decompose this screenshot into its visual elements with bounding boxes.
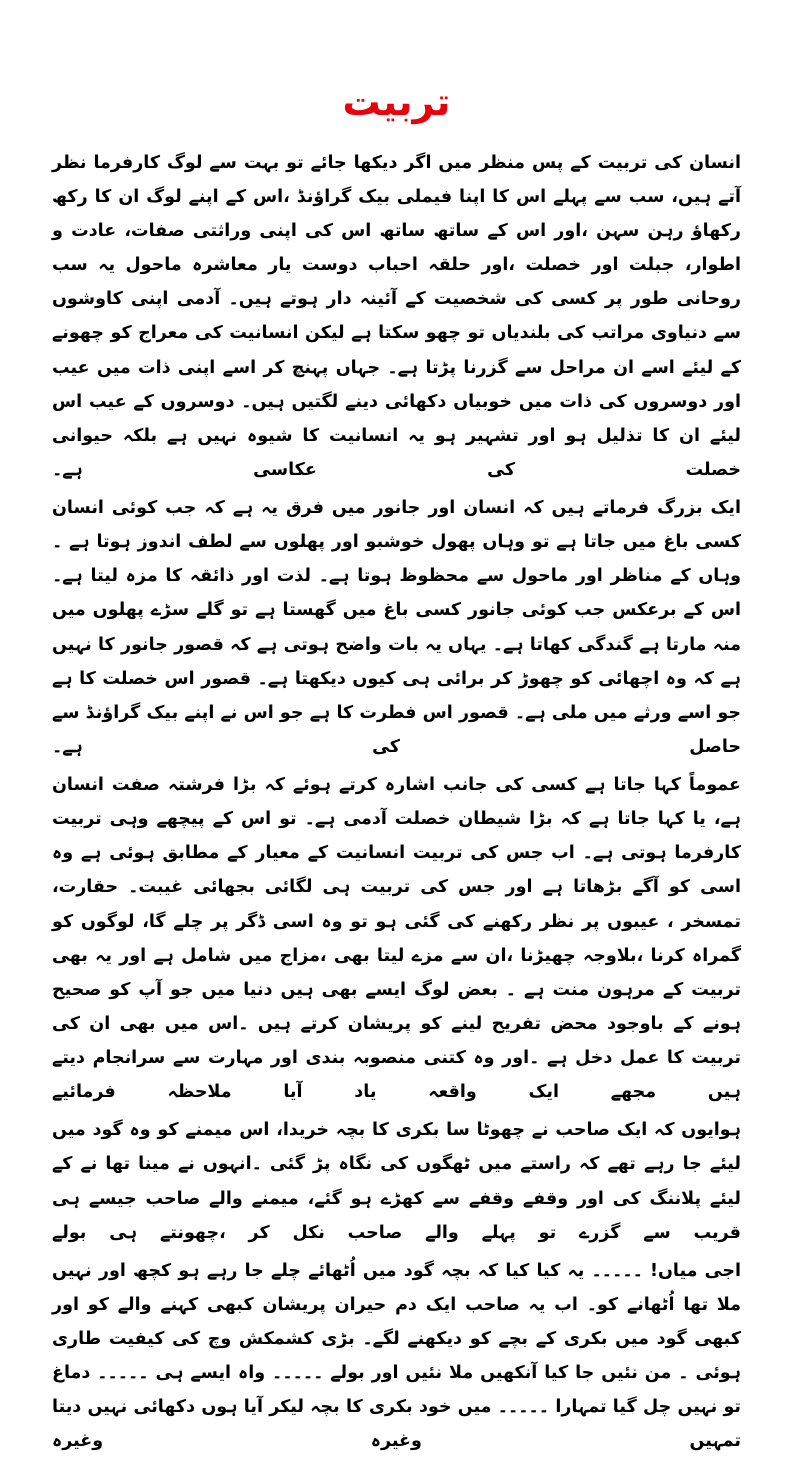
paragraph: عموماً کہا جاتا ہے کسی کی جانب اشارہ کرتے ہوئے کہ بڑا فرشتہ صفت انسان ہے، یا کہا جاتا ہے کہ بڑا شیطان خصلت آدمی ہے۔ تو اس کے پیچھے وہی تربیت کارفرما ہوتی ہے۔ اب جس کی تربیت انسانیت کے معیار کے مطابق ہوئی ہے وہ اسی کو آگے بڑھاتا ہے اور جس کی تربیت ہی لگائی بجھائی غیبت۔ حقارت، تمسخر ، عیبوں پر نظر رکھنے کی گئی ہو تو وہ اسی ڈگر پر چلے گا، لوگوں کو گمراہ کرنا ،بلاوجہ چھیڑنا ،ان سے مزے لیتا بھی ،مزاج میں شامل ہے اور یہ بھی تربیت کے مرہون منت ہے ۔ بعض لوگ ایسے بھی ہیں دنیا میں جو آپ کو صحیح ہونے کے باوجود محض تفریح لینے کو پریشان کرتے ہیں ۔اس میں بھی ان کی تربیت کا عمل دخل ہے ۔اور وہ کتنی منصوبہ بندی اور مہارت سے سرانجام دیتے ہیں مجھے ایک واقعہ یاد آیا ملاحظہ فرمائیے bbox=[52, 775, 741, 1103]
document-body bbox=[52, 146, 741, 1459]
paragraph: ہوایوں کہ ایک صاحب نے چھوٹا سا بکری کا بچہ خریدا، اس میمنے کو وہ گود میں لیئے جا رہے تھے کہ راستے میں ٹھگوں کی نگاہ پڑ گئی ۔انہوں نے مینا تھا نے کے لیئے پلاننگ کی اور وقفے وقفے سے کھڑے ہو گئے، میمنے والے صاحب جیسے ہی قریب سے گزرے تو پہلے والے صاحب نکل کر ،چھونتے ہی بولے bbox=[52, 1120, 741, 1243]
paragraph: ایک بزرگ فرماتے ہیں کہ انسان اور جانور میں فرق یہ ہے کہ جب کوئی انسان کسی باغ میں جاتا ہے تو وہاں پھول خوشبو اور پھلوں سے لطف اندوز ہوتا ہے ۔وہاں کے مناظر اور ماحول سے محظوظ ہوتا ہے۔ لذت اور ذائقہ کا مزہ لیتا ہے۔ اس کے برعکس جب کوئی جانور کسی باغ میں گھستا ہے تو گلے سڑے پھلوں میں منہ مارتا ہے گندگی کھاتا ہے۔ یہاں یہ بات واضح ہوتی ہے کہ قصور جانور کا نہیں ہے کہ وہ اچھائی کو چھوڑ کر برائی ہی کیوں دیکھتا ہے۔ قصور اس خصلت کا ہے جو اسے ورثے میں ملی ہے۔ قصور اس فطرت کا ہے جو اس نے اپنے بیک گراؤنڈ سے حاصل کی ہے۔ bbox=[52, 498, 741, 757]
paragraph: انسان کی تربیت کے پس منظر میں اگر دیکھا جائے تو بہت سے لوگ کارفرما نظر آتے ہیں، سب سے پہلے اس کا اپنا فیملی بیک گراؤنڈ ،اس کے اپنے لوگ ان کا رکھ رکھاؤ رہن سہن ،اور اس کے ساتھ ساتھ اس کی اپنی وراثتی صفات، عادت و اطوار، جبلت اور خصلت ،اور حلقہ احباب دوست یار معاشرہ ماحول یہ سب روحانی طور پر کسی کی شخصیت کے آئینہ دار ہوتے ہیں۔ آدمی اپنی کاوشوں سے دنیاوی مراتب کی بلندیاں تو چھو سکتا ہے لیکن انسانیت کی معراج کو چھونے کے لیئے اسے ان مراحل سے گزرنا پڑتا ہے۔ جہاں پہنچ کر اسے اپنی ذات میں عیب اور دوسروں کی ذات میں خوبیاں دکھائی دینے لگتیں ہیں۔ دوسروں کے عیب اس لیئے ان کا تذلیل ہو اور تشہیر ہو یہ انسانیت کا شیوہ نہیں ہے بلکہ حیوانی خصلت کی عکاسی ہے۔ bbox=[52, 152, 741, 480]
paragraph: اجی میاں! ۔۔۔۔۔ یہ کیا کیا کہ بچہ گود میں اُٹھائے چلے جا رہے ہو کچھ اور نہیں ملا تھا اُٹھانے کو۔ اب یہ صاحب ایک دم حیران پریشان کبھی کہنے والے کو اور کبھی گود میں بکری کے بچے کو دیکھنے لگے۔ بڑی کشمکش وچ کی کیفیت طاری ہوئی ۔ من نئیں جا کیا آنکھیں ملا نئیں اور بولے ۔۔۔۔۔ واہ ایسے ہی ۔۔۔۔۔ دماغ تو نہیں چل گیا تمہارا ۔۔۔۔۔ میں خود بکری کا بچہ لیکر آیا ہوں دکھائی نہیں دیتا تمہیں وغیرہ وغیرہ bbox=[52, 1260, 741, 1452]
page-title: تربیت bbox=[342, 80, 451, 124]
